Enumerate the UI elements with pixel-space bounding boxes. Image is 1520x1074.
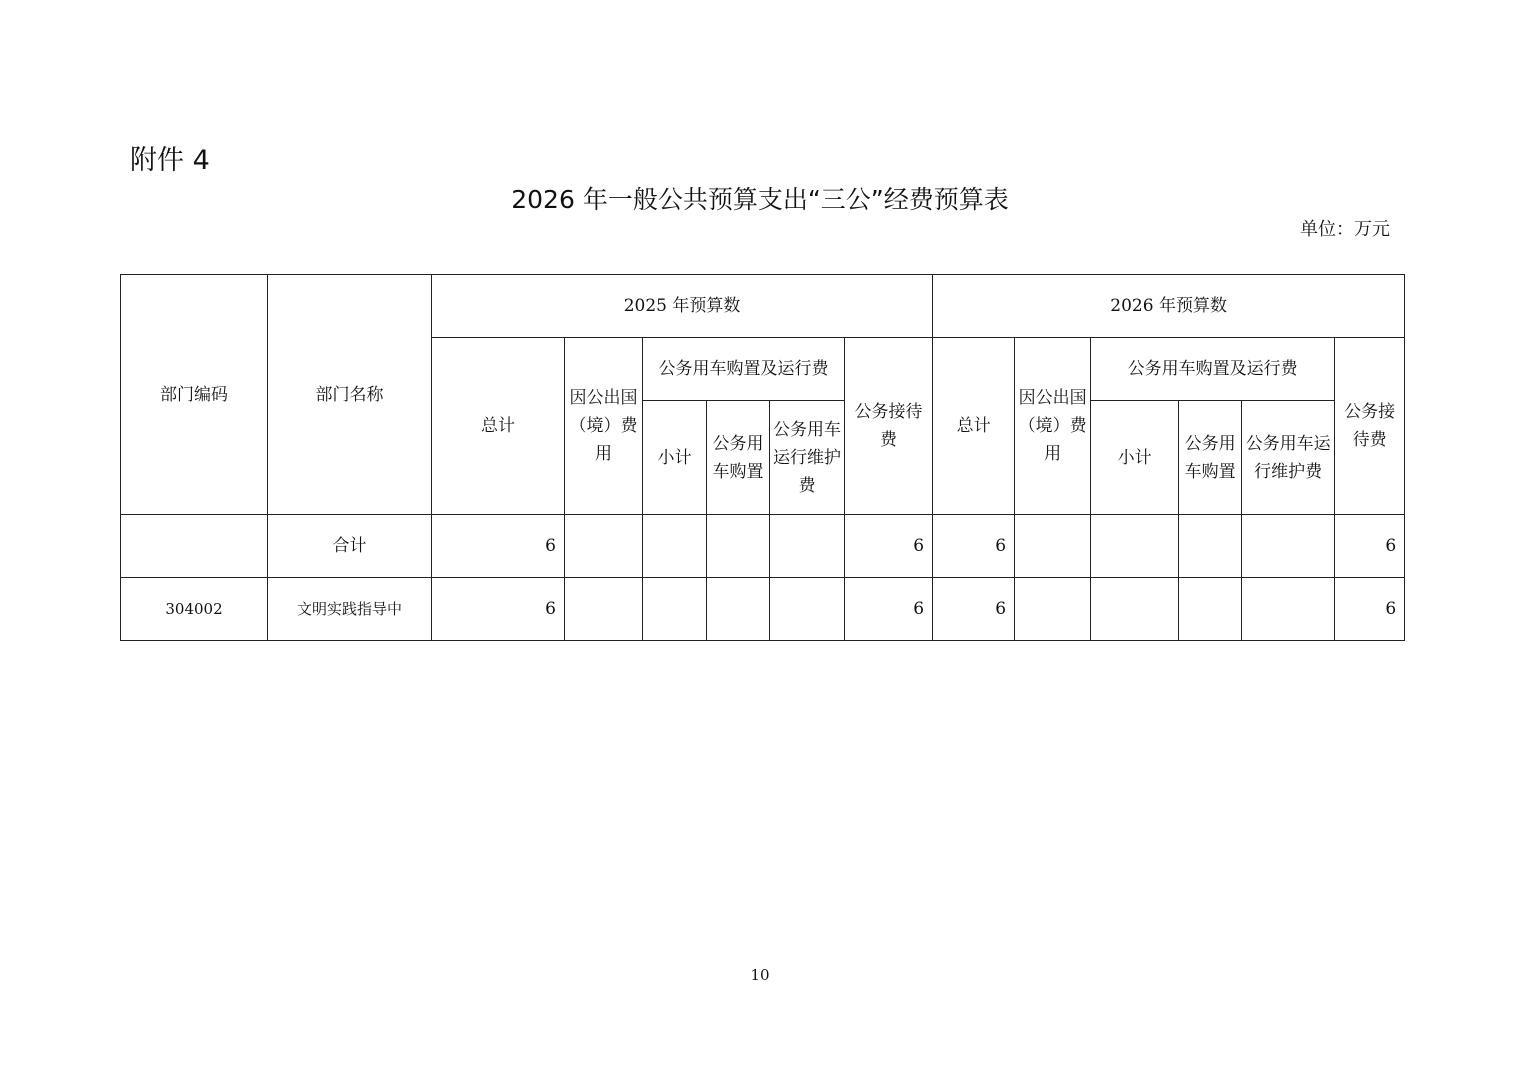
value-cell	[565, 578, 643, 641]
value-cell	[1179, 578, 1242, 641]
value-cell: 6	[933, 515, 1015, 578]
value-cell	[1242, 578, 1335, 641]
value-cell	[1242, 515, 1335, 578]
header-2025-subtotal: 小计	[643, 401, 707, 515]
value-cell	[1015, 515, 1091, 578]
header-2026-budget: 2026 年预算数	[933, 275, 1405, 338]
value-cell: 6	[432, 578, 565, 641]
attachment-label: 附件 4	[130, 145, 210, 176]
header-dept-name: 部门名称	[268, 275, 432, 515]
dept-code-cell: 304002	[121, 578, 268, 641]
dept-name-cell: 文明实践指导中	[268, 578, 432, 641]
value-cell	[1015, 578, 1091, 641]
header-2025-abroad: 因公出国（境）费用	[565, 338, 643, 515]
page-number: 10	[750, 966, 770, 984]
value-cell: 6	[845, 578, 933, 641]
value-cell	[1091, 578, 1179, 641]
header-2026-abroad: 因公出国（境）费用	[1015, 338, 1091, 515]
header-dept-code: 部门编码	[121, 275, 268, 515]
header-2025-vehicle-maintenance: 公务用车运行维护费	[770, 401, 845, 515]
header-2025-vehicle-purchase: 公务用车购置	[707, 401, 770, 515]
dept-name-cell: 合计	[268, 515, 432, 578]
value-cell: 6	[845, 515, 933, 578]
header-2026-total: 总计	[933, 338, 1015, 515]
header-2026-reception: 公务接待费	[1335, 338, 1405, 515]
value-cell	[1179, 515, 1242, 578]
value-cell: 6	[933, 578, 1015, 641]
header-2025-total: 总计	[432, 338, 565, 515]
header-2026-vehicle-maintenance: 公务用车运行维护费	[1242, 401, 1335, 515]
value-cell	[770, 578, 845, 641]
header-2026-vehicle: 公务用车购置及运行费	[1091, 338, 1335, 401]
value-cell	[643, 515, 707, 578]
value-cell	[770, 515, 845, 578]
value-cell: 6	[432, 515, 565, 578]
value-cell	[707, 515, 770, 578]
header-2025-vehicle: 公务用车购置及运行费	[643, 338, 845, 401]
table-row	[121, 578, 1405, 641]
unit-label: 单位：万元	[1300, 219, 1390, 240]
value-cell	[707, 578, 770, 641]
document-title: 2026 年一般公共预算支出“三公”经费预算表	[511, 185, 1009, 214]
table-row	[121, 515, 1405, 578]
header-2026-vehicle-purchase: 公务用车购置	[1179, 401, 1242, 515]
value-cell: 6	[1335, 515, 1405, 578]
header-2025-reception: 公务接待费	[845, 338, 933, 515]
value-cell	[643, 578, 707, 641]
value-cell	[1091, 515, 1179, 578]
value-cell: 6	[1335, 578, 1405, 641]
dept-code-cell	[121, 515, 268, 578]
budget-table	[120, 274, 1405, 641]
value-cell	[565, 515, 643, 578]
header-2026-subtotal: 小计	[1091, 401, 1179, 515]
header-2025-budget: 2025 年预算数	[432, 275, 933, 338]
